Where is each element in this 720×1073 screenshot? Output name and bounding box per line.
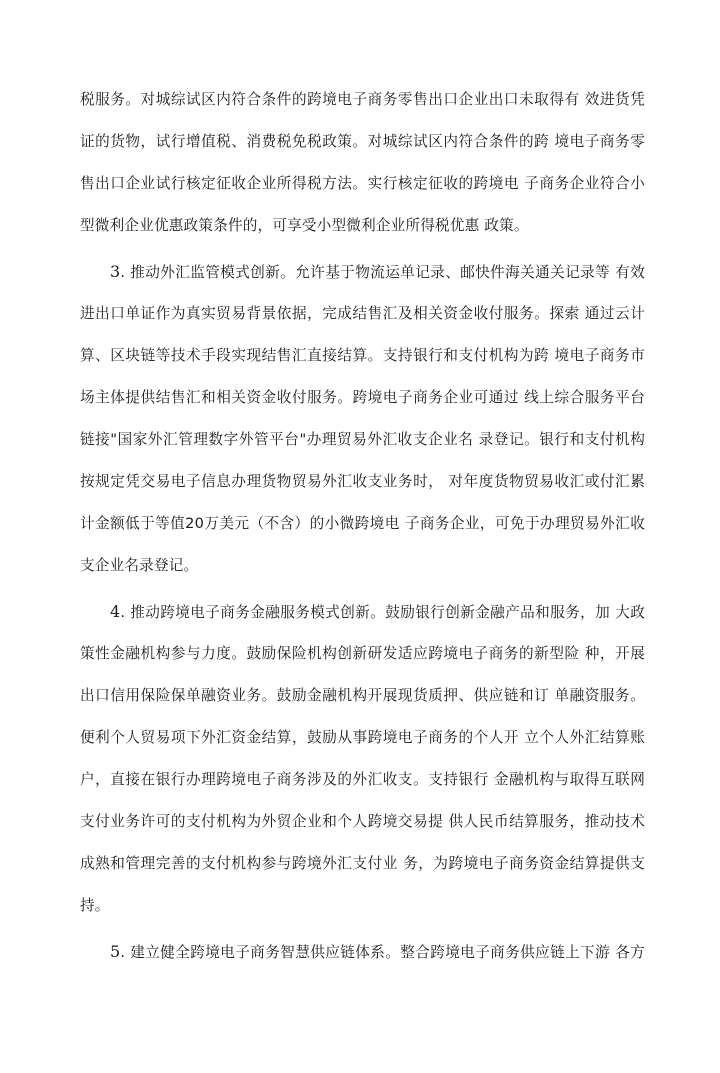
paragraph-5-line-1 <box>110 937 645 967</box>
paragraph-4-line-3: 出口信用保险保单融资业务。鼓励金融机构开展现货质押、供应链和订 单融资服务。 <box>80 687 645 704</box>
paragraph-3-line-2: 进出口单证作为真实贸易背景依据，完成结售汇及相关资金收付服务。探索 通过云计 <box>80 305 645 322</box>
paragraph-4-line-8: 持。 <box>80 897 110 914</box>
paragraph-4-line-1 <box>110 597 645 627</box>
paragraph-4-line-5: 户，直接在银行办理跨境电子商务涉及的外汇收支。支持银行 金融机构与取得互联网 <box>80 771 645 788</box>
paragraph-3-line-8: 支企业名录登记。 <box>80 557 199 574</box>
paragraph-4-line-2: 策性金融机构参与力度。鼓励保险机构创新研发适应跨境电子商务的新型险 种，开展 <box>80 645 645 662</box>
paragraph-4-line-6: 支付业务许可的支付机构为外贸企业和个人跨境交易提 供人民币结算服务，推动技术 <box>80 813 645 830</box>
paragraph-5-number: 5 <box>110 942 121 961</box>
paragraph-5-line-1-text: . 建立健全跨境电子商务智慧供应链体系。整合跨境电子商务供应链上下游 各方 <box>120 944 645 961</box>
paragraph-1-line-1: 税服务。对城综试区内符合条件的跨境电子商务零售出口企业出口未取得有 效进货凭 <box>80 91 645 108</box>
paragraph-3-line-7: 计金额低于等值20万美元（不含）的小微跨境电 子商务企业，可免于办理贸易外汇收 <box>80 515 645 532</box>
paragraph-1-line-2: 证的货物，试行增值税、消费税免税政策。对城综试区内符合条件的跨 境电子商务零 <box>80 133 645 150</box>
paragraph-3-line-6: 按规定凭交易电子信息办理货物贸易外汇收支业务时， 对年度货物贸易收汇或付汇累 <box>80 473 645 490</box>
paragraph-1-line-4: 型微利企业优惠政策条件的，可享受小型微利企业所得税优惠 政策。 <box>80 217 529 234</box>
paragraph-3-number: 3 <box>110 262 121 281</box>
paragraph-3-line-5: 链接"国家外汇管理数字外管平台"办理贸易外汇收支企业名 录登记。银行和支付机构 <box>80 431 645 448</box>
paragraph-4-line-1-text: . 推动跨境电子商务金融服务模式创新。鼓励银行创新金融产品和服务，加 大政 <box>120 604 645 621</box>
paragraph-4-line-4: 便利个人贸易项下外汇资金结算，鼓励从事跨境电子商务的个人开 立个人外汇结算账 <box>80 729 645 746</box>
paragraph-3-line-3: 算、区块链等技术手段实现结售汇直接结算。支持银行和支付机构为跨 境电子商务市 <box>80 347 645 364</box>
paragraph-1-line-3: 售出口企业试行核定征收企业所得税方法。实行核定征收的跨境电 子商务企业符合小 <box>80 175 645 192</box>
paragraph-3-line-1-text: . 推动外汇监管模式创新。允许基于物流运单记录、邮快件海关通关记录等 有效 <box>120 264 645 281</box>
paragraph-4-number: 4 <box>110 602 121 621</box>
paragraph-3-line-4: 场主体提供结售汇和相关资金收付服务。跨境电子商务企业可通过 线上综合服务平台 <box>80 389 645 406</box>
paragraph-4-line-7: 成熟和管理完善的支付机构参与跨境外汇支付业 务，为跨境电子商务资金结算提供支 <box>80 855 645 872</box>
paragraph-3-line-1 <box>110 257 645 287</box>
